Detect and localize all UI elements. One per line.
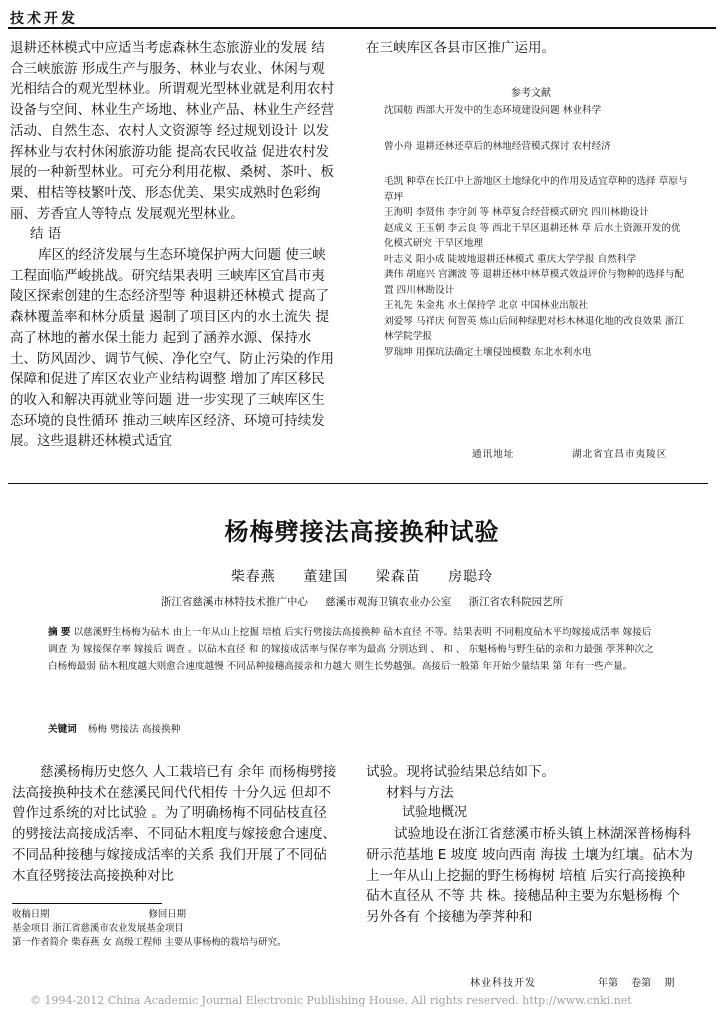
reference-item: 罗瑞坤 用探坑法确定土壤侵蚀模数 东北水利水电: [384, 346, 592, 358]
footnote-fund: 基金项目 浙江省慈溪市农业发展基金项目: [12, 923, 184, 934]
references-list: [384, 103, 690, 360]
paragraph: 慈溪杨梅历史悠久 人工栽培已有 余年 而杨梅劈接法高接换种技术在慈溪民间代代相传 十分久远 但却不曾作过系统的对比试验 。为了明确杨梅不同砧枝直径的劈接法高接成活率、不同砧木粗度与嫁接愈合速度、不同品种接穗与嫁接成活率的关系 我们开展了不同砧木直径劈接法高接换种对比: [12, 764, 337, 884]
journal-name: 林业科技开发: [470, 978, 536, 989]
revised-label: 修回日期: [148, 909, 187, 920]
reference-item: 刘爱琴 马祥庆 何智英 炼山后间种绿肥对杉木林退化地的改良效果 浙江林学院学报: [384, 315, 685, 342]
bottom-right-column: [366, 762, 696, 928]
article-divider: [8, 483, 708, 484]
abstract-text: 以慈溪野生杨梅为砧木 由上一年从山上挖掘 培植 后实行劈接法高接换种 砧木直径 不等。结果表明 不同粗度砧木平均嫁接成活率 嫁接后 调查 为 嫁接保存率 嫁接后 调查 。以砧木直径 和 的嫁接成活率与保存率为最高 分别达到 、 和 、 东魁杨梅与野生砧的亲和力最强 荸荠种次之 白杨梅最弱 砧木粗度越大则愈合速度越慢 不同品种接穗高接亲和力越大 则生长势越强。高接后一般第 年开始少量结果 第 年有一些产量。: [48, 627, 654, 672]
abstract: [48, 624, 660, 675]
affiliation: 浙江省农科院园艺所: [468, 596, 564, 608]
reference-item: 王海明 李贤伟 李守剑 等 林草复合经营模式研究 四川林勘设计: [384, 207, 649, 218]
affiliation: 慈溪市观海卫镇农业办公室: [325, 596, 452, 608]
paragraph: 退耕还林模式中应适当考虑森林生态旅游业的发展 结合三峡旅游 形成生产与服务、林业与农业、休闲与观光相结合的观光型林业。所谓观光型林业就是利用农村设备与空间、林业生产场地、林业产品、林业生产经营活动、自然生态、农村人文资源等 经过规划设计 以发挥林业与农村休闲旅游功能 提高农民收益 促进农村发展的一种新型林业。可充分利用花椒、桑树、茶叶、板栗、柑桔等枝繁叶茂、形态优美、果实成熟时色彩绚丽、芳香宜人等特点 发展观光型林业。: [10, 40, 334, 222]
reference-item: 王礼先 朱金兆 水土保持学 北京 中国林业出版社: [384, 300, 589, 311]
reference-item: 龚伟 胡庭兴 宫渊波 等 退耕还林中林草模式效益评价与物种的选择与配置 四川林勘设计: [384, 269, 685, 296]
footnote-author: 第一作者简介 柴春燕 女 高级工程师 主要从事杨梅的栽培与研究。: [12, 937, 287, 948]
keywords: [48, 721, 660, 738]
section-heading: 结 语: [30, 226, 62, 243]
article-title: 杨梅劈接法高接换种试验: [224, 518, 500, 546]
reference-item: 毛凯 种草在长江中上游地区土地绿化中的作用及适宜草种的选择 草原与草坪: [384, 176, 688, 203]
paragraph: 试验。现将试验结果总结如下。: [366, 764, 555, 780]
subsection-heading: 试验地概况: [402, 805, 468, 821]
reference-item: 赵成义 王玉朝 李云良 等 西北干旱区退耕还林 草 后水土资源开发的优化模式研究 干旱区地理: [384, 222, 681, 249]
reference-item: 沈国舫 西部大开发中的生态环境建设问题 林业科学: [384, 105, 602, 116]
paragraph: 试验地设在浙江省慈溪市桥头镇上林湖深普杨梅科研示范基地 E 坡度 坡向西南 海拔 土壤为红壤。砧木为上一年从山上挖掘的野生杨梅树 培植 后实行高接换种 砧木直径从 不等 共 株。接穗品种主要为东魁杨梅 个 另外各有 个接穗为荸荠种和: [366, 826, 693, 925]
received-label: 收稿日期: [12, 909, 50, 920]
section-heading: 材料与方法: [386, 784, 454, 801]
issue-info: 年第 卷第 期: [598, 978, 675, 989]
address-value: 湖北省宜昌市夷陵区: [572, 449, 668, 460]
reference-item: 曾小舟 退耕还林还草后的林地经营模式探讨 农村经济: [384, 140, 611, 152]
section-header: 技术开发: [10, 11, 78, 27]
paragraph: 库区的经济发展与生态环境保护两大问题 使三峡工程面临严峻挑战。研究结果表明 三峡库区宜昌市夷陵区探索创建的生态经济型等 种退耕还林模式 提高了森林覆盖率和林分质量 遏制了项目区内的水土流失 提高了林地的蓄水保土能力 起到了涵养水源、保持水土、防风固沙、调节气候、净化空气、防止污染的作用 保障和促进了库区农业产业结构调整 增加了库区移民的收入和解决再就业等问题 进一步实现了三峡库区生态环境的良性循环 推动三峡库区经济、环境可持续发展。这些退耕还林模式适宜: [10, 247, 334, 450]
author-list: [0, 566, 724, 586]
bottom-left-column: [12, 762, 338, 886]
affiliation: 浙江省慈溪市林特技术推广中心: [160, 596, 308, 608]
reference-item: 叶志义 阳小成 陡坡地退耕还林模式 重庆大学学报 自然科学: [384, 253, 637, 265]
author: 梁森苗: [375, 569, 421, 585]
author: 董建国: [303, 569, 349, 585]
affiliation-list: [0, 594, 724, 609]
copyright-watermark: © 1994-2012 China Academic Journal Electronic Publishing House. All rights reserved. http://www.cnki.net: [30, 994, 632, 1007]
header-rule: [8, 27, 716, 29]
author: 房聪玲: [448, 569, 494, 585]
footnotes: [12, 908, 342, 950]
abstract-label: 摘 要: [48, 627, 71, 638]
footnote-rule: [12, 903, 162, 904]
references-title: 参考文献: [511, 88, 551, 99]
keywords-label: 关键词: [48, 724, 77, 735]
keywords-text: 杨梅 劈接法 高接换种: [87, 724, 181, 735]
top-left-column: [10, 38, 338, 452]
address-label: 通讯地址: [472, 449, 515, 460]
author: 柴春燕: [230, 569, 276, 585]
footnote-dates: [12, 908, 342, 922]
top-right-continuation: 在三峡库区各县市区推广运用。: [366, 40, 555, 56]
